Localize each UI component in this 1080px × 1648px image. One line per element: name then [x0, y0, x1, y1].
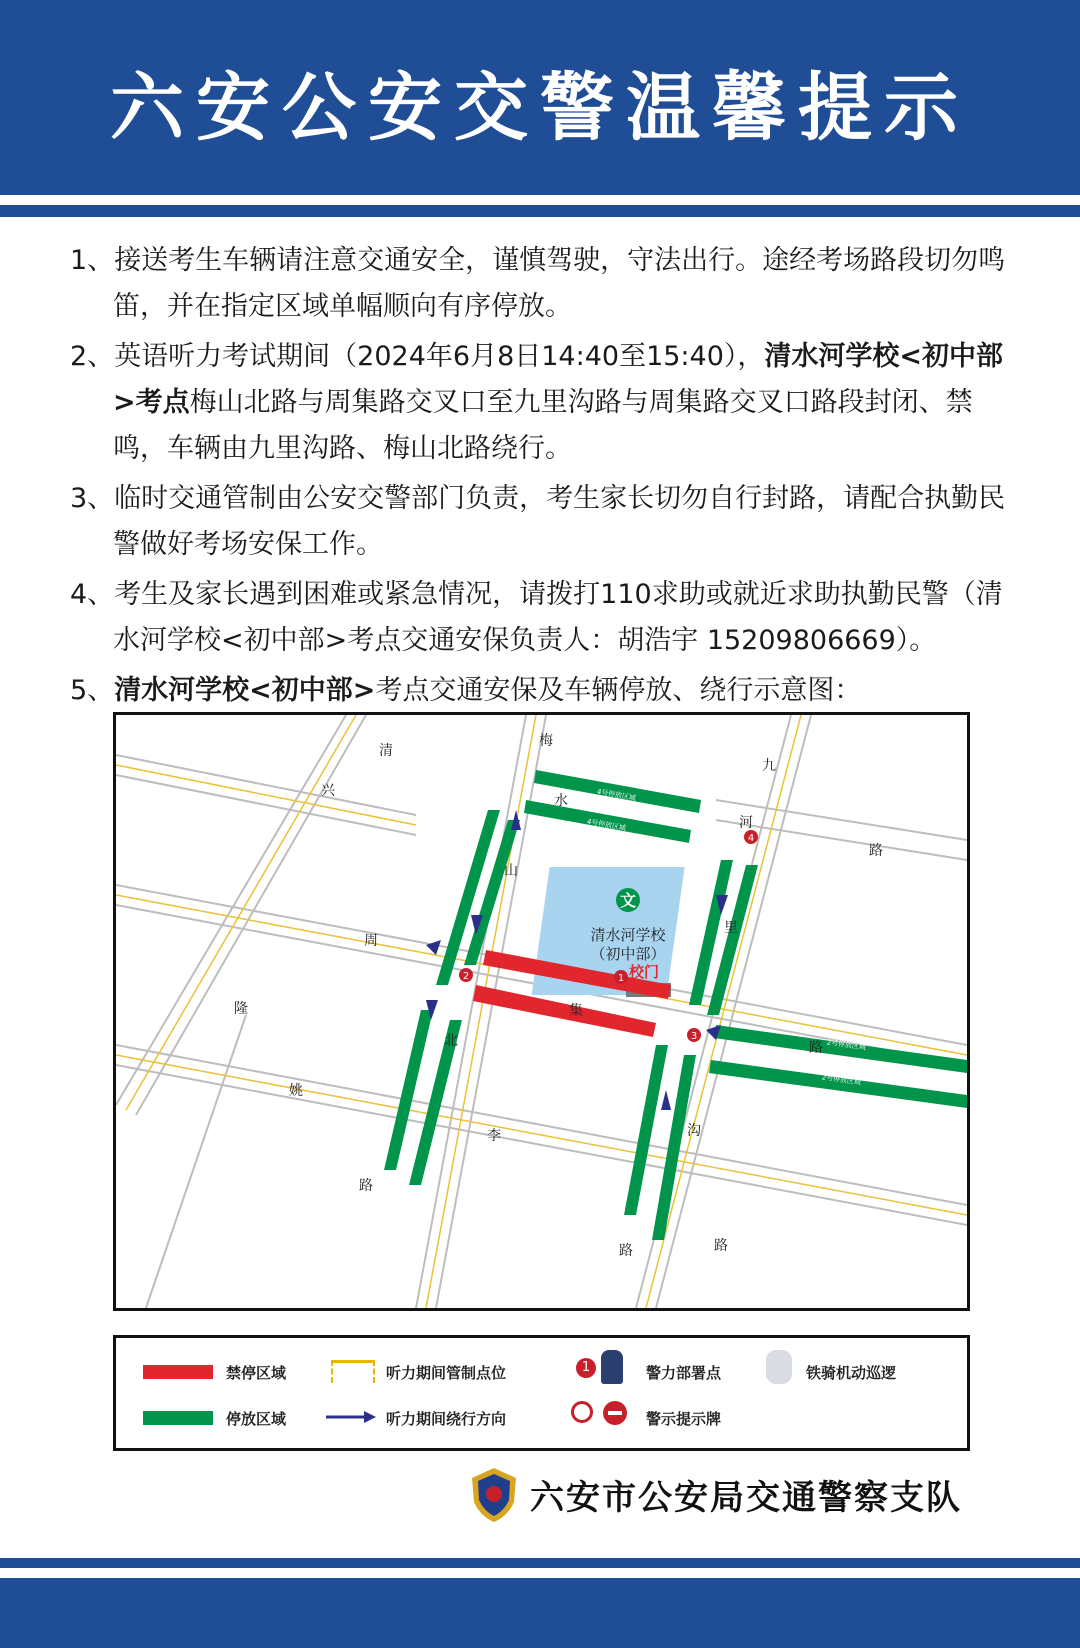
no-horn-icon: [571, 1401, 593, 1423]
road-char: 里: [724, 920, 738, 936]
notice-text: 考点交通安保及车辆停放、绕行示意图：: [375, 675, 862, 706]
notice-item: [70, 668, 1020, 714]
legend-swatch-green: [143, 1411, 213, 1425]
road-char: 周: [364, 933, 378, 949]
arrow-icon: [326, 1410, 376, 1424]
road-char: 清: [379, 743, 393, 759]
legend-control-point: 听力期间管制点位: [386, 1364, 507, 1382]
road-char: 山: [504, 863, 518, 879]
notice-number: 2、: [70, 341, 115, 372]
road-char: 隆: [234, 1001, 248, 1017]
marker-2-label: 2: [462, 971, 470, 982]
moto-patrol-icon: [766, 1350, 792, 1384]
road-char: 路: [714, 1238, 728, 1254]
road-char: 路: [359, 1178, 373, 1194]
road-char: 李: [487, 1128, 501, 1144]
marker-1-label: 1: [617, 973, 625, 984]
gate-label: 校门: [628, 963, 660, 981]
legend-swatch-red: [143, 1365, 213, 1379]
notice-emphasis: 清水河学校<初中部>: [114, 675, 376, 706]
road-char: 沟: [687, 1123, 701, 1139]
map-legend: [113, 1335, 970, 1451]
notice-number: 4、: [70, 579, 115, 610]
notice-list: [70, 238, 1020, 718]
police-badge-icon: [468, 1466, 520, 1524]
road-char: 水: [554, 793, 568, 809]
header-banner: [0, 0, 1080, 195]
road-char: 路: [869, 843, 883, 859]
road-char: 北: [444, 1033, 458, 1049]
legend-police-point: 警力部署点: [646, 1364, 722, 1382]
legend-detour: 听力期间绕行方向: [386, 1410, 507, 1428]
notice-emphasis: 清水河学校<初中部>考点: [113, 341, 1004, 418]
page-title: 六安公安交警温馨提示: [110, 65, 970, 151]
school-icon-label: 文: [619, 891, 637, 910]
notice-text: 梅山北路与周集路交叉口至九里沟路与周集路交叉口路段封闭、禁鸣，车辆由九里沟路、梅山北路绕行。: [113, 387, 973, 464]
road-char: 姚: [289, 1083, 303, 1099]
marker-icon-label: 1: [581, 1360, 591, 1375]
parking-label-4b: 4号停放区域: [586, 817, 627, 833]
road-char: 集: [569, 1003, 583, 1019]
traffic-map: [113, 712, 970, 1311]
header-stripe: [0, 205, 1080, 217]
no-entry-icon: [603, 1401, 627, 1425]
road-char: 梅: [539, 733, 553, 749]
detour-arrow: [661, 1090, 671, 1110]
footer-stripe-top: [0, 1558, 1080, 1568]
notice-text: 考生及家长遇到困难或紧急情况，请拨打110求助或就近求助执勤民警（清水河学校<初中部>考点交通安保负责人：胡浩宇 15209806669）。: [113, 579, 1003, 656]
legend-warning-sign: 警示提示牌: [646, 1410, 722, 1428]
footer-org: 六安市公安局交通警察支队: [530, 1478, 962, 1518]
road-char: 路: [619, 1243, 633, 1259]
map-svg: [116, 715, 967, 1308]
legend-moto-patrol: 铁骑机动巡逻: [806, 1364, 897, 1382]
road-char: 路: [809, 1040, 823, 1056]
notice-number: 3、: [70, 483, 115, 514]
parking-label-2a: 2号停放区域: [826, 1038, 867, 1052]
footer-band: [0, 1578, 1080, 1648]
notice-item: [70, 572, 1020, 664]
notice-text: 接送考生车辆请注意交通安全，谨慎驾驶，守法出行。途经考场路段切勿鸣笛，并在指定区域单幅顺向有序停放。: [113, 245, 1006, 322]
notice-number: 1、: [70, 245, 115, 276]
notice-item: [70, 238, 1020, 330]
notice-number: 5、: [70, 675, 115, 706]
barrier-icon: [331, 1360, 375, 1383]
notice-item: [70, 334, 1020, 472]
notice-text: 临时交通管制由公安交警部门负责，考生家长切勿自行封路，请配合执勤民警做好考场安保工作。: [113, 483, 1006, 560]
parking-label-2b: 2号停放区域: [821, 1073, 862, 1087]
notice-text: 英语听力考试期间（2024年6月8日14:40至15:40），: [114, 341, 765, 372]
legend-no-parking: 禁停区域: [226, 1364, 287, 1382]
detour-arrow: [426, 940, 441, 955]
marker-3-label: 3: [690, 1031, 698, 1042]
marker-4-label: 4: [747, 833, 755, 844]
marker-icon: [576, 1358, 596, 1378]
notice-item: [70, 476, 1020, 568]
school-name-2: （初中部）: [590, 945, 666, 963]
parking-label-4a: 4号停放区域: [596, 787, 637, 803]
school-name-1: 清水河学校: [590, 926, 666, 944]
road-char: 兴: [321, 783, 335, 799]
road-char: 九: [762, 758, 776, 774]
road-char: 河: [739, 815, 753, 831]
legend-parking: 停放区域: [226, 1410, 287, 1428]
police-icon: [601, 1350, 623, 1384]
